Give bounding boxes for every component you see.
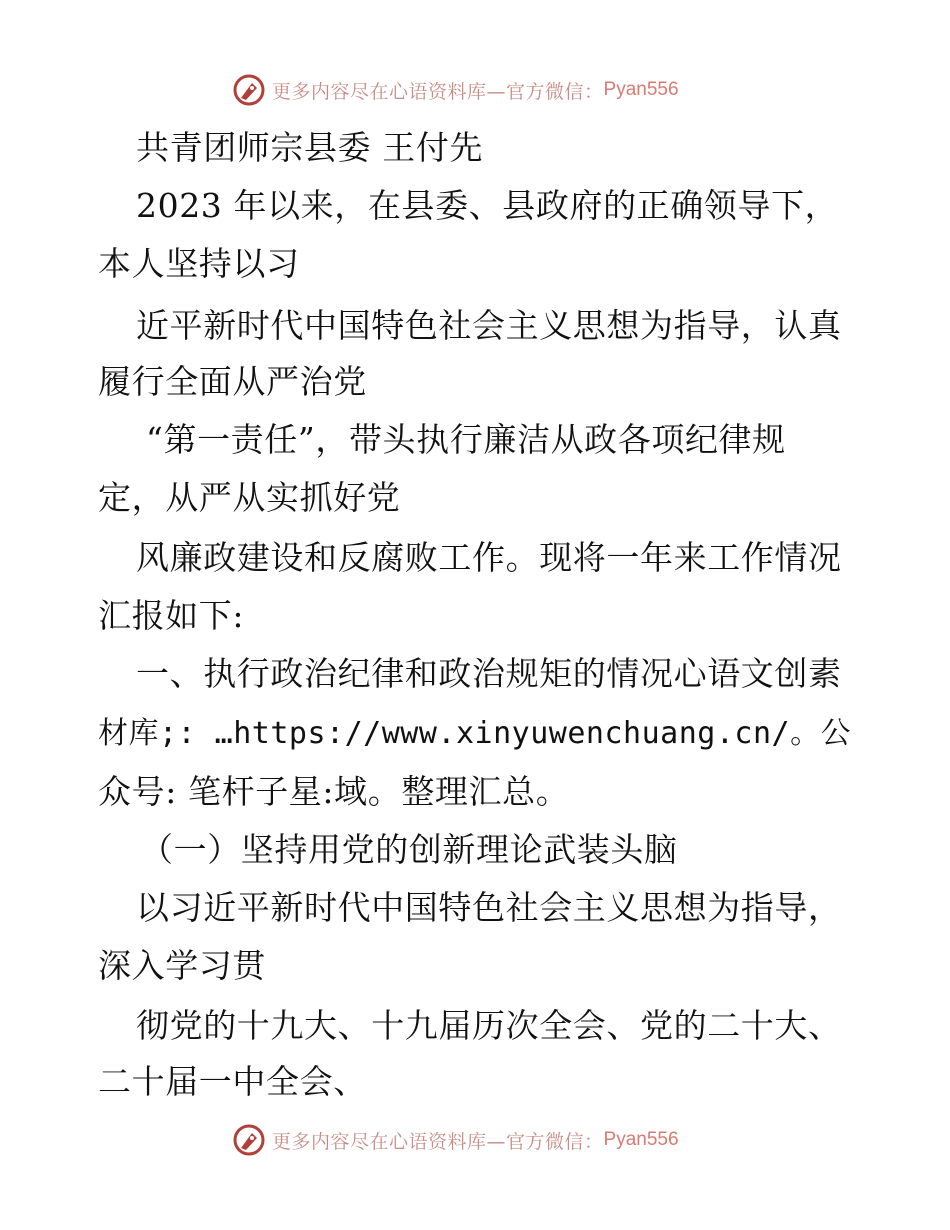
paragraph-line: 近平新时代中国特色社会主义思想为指导，认真 — [136, 306, 842, 345]
paragraph-line: 二十届一中全会、 — [98, 1062, 367, 1101]
paragraph-line: 定，从严从实抓好党 — [98, 478, 401, 517]
watermark-text: 更多内容尽在心语资料库—官方微信： — [272, 1130, 604, 1153]
paragraph-line: 汇报如下: — [98, 596, 245, 635]
author-line: 共青团师宗县委 王付先 — [136, 128, 484, 167]
paragraph-line: 风廉政建设和反腐败工作。现将一年来工作情况 — [136, 538, 842, 577]
watermark-id: Pyan556 — [603, 79, 679, 100]
footer-watermark — [232, 1122, 679, 1158]
paragraph-line: 彻党的十九大、十九届历次全会、党的二十大、 — [136, 1006, 842, 1045]
pen-nib-circle-icon — [232, 73, 266, 107]
paragraph-line: 2023 年以来，在县委、县政府的正确领导下， — [136, 186, 839, 225]
header-watermark — [232, 72, 679, 108]
watermark-id: Pyan556 — [603, 1129, 679, 1150]
paragraph-line: “第一责任”，带头执行廉洁从政各项纪律规 — [146, 420, 786, 459]
paragraph-line: 本人坚持以习 — [98, 244, 300, 283]
paragraph-line: 众号: 笔杆子星:域。整理汇总。 — [98, 772, 570, 811]
paragraph-line: 材库;: …https://www.xinyuwenchuang.cn/。公 — [98, 716, 852, 751]
paragraph-line: 深入学习贯 — [98, 946, 266, 985]
watermark-text: 更多内容尽在心语资料库—官方微信： — [272, 80, 604, 103]
subsection-heading: （一）坚持用党的创新理论武装头脑 — [140, 830, 678, 869]
paragraph-line: 以习近平新时代中国特色社会主义思想为指导， — [136, 888, 842, 927]
pen-nib-circle-icon — [232, 1123, 266, 1157]
paragraph-line: 履行全面从严治党 — [98, 362, 367, 401]
section-heading: 一、执行政治纪律和政治规矩的情况心语文创素 — [136, 654, 842, 693]
